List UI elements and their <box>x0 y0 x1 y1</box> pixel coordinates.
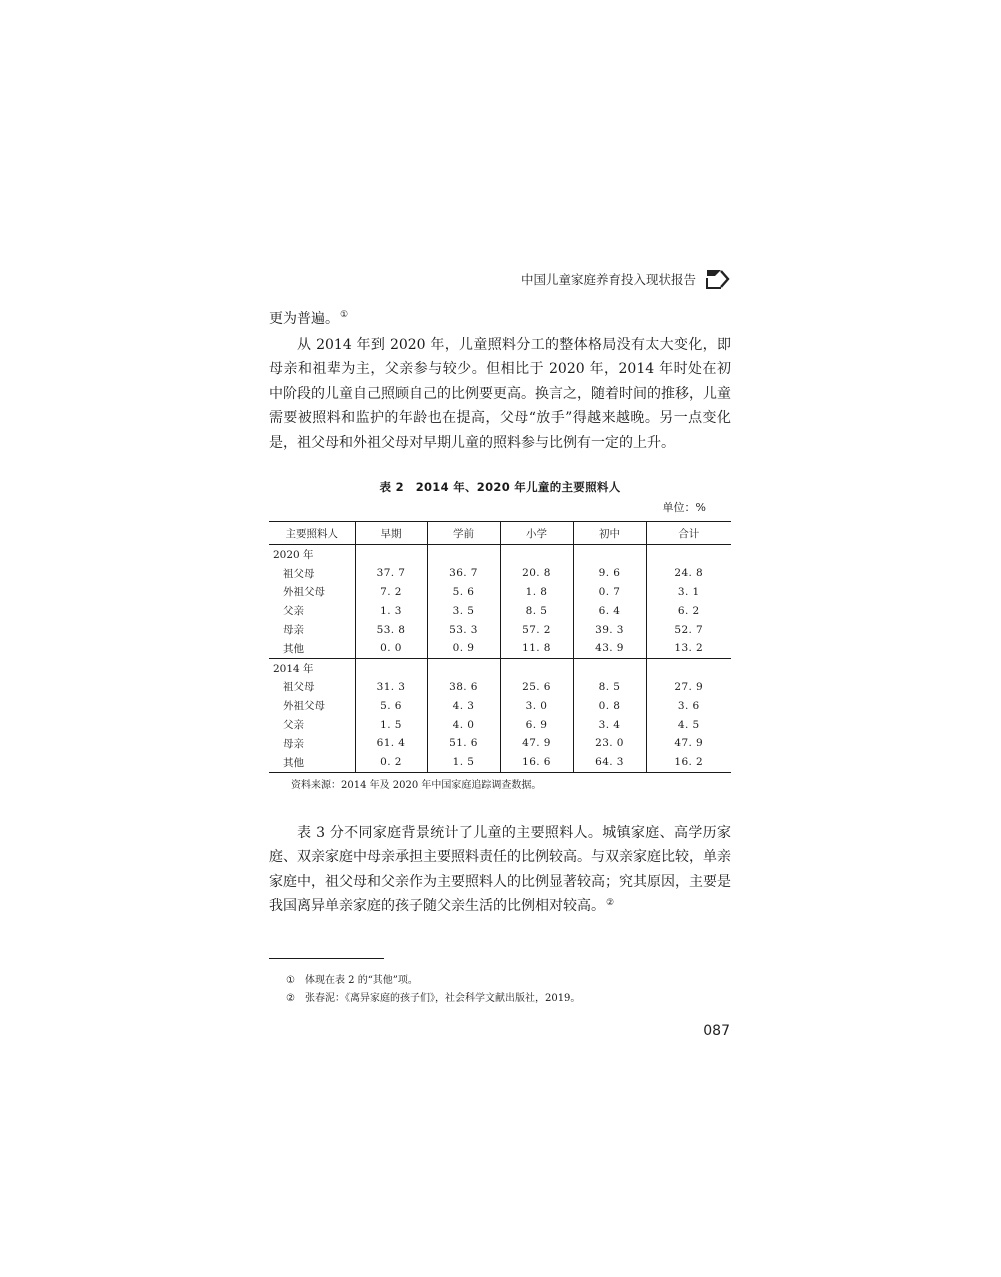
table-cell: 39. 3 <box>573 620 646 639</box>
table-title: 表 2 2014 年、2020 年儿童的主要照料人 <box>379 480 621 494</box>
table-row <box>269 753 731 772</box>
table-row <box>269 696 731 715</box>
caregiver-table <box>269 521 731 773</box>
table-cell: 6. 4 <box>573 601 646 620</box>
table-group-row <box>269 658 731 677</box>
row-label: 母亲 <box>283 737 304 750</box>
footnote-text: 体现在表 2 的“其他”项。 <box>304 975 418 986</box>
table-header-cell: 学前 <box>427 522 500 545</box>
table-cell: 1. 8 <box>500 583 573 602</box>
row-label: 其他 <box>269 753 355 772</box>
table-row <box>269 583 731 602</box>
table-unit: 单位：% <box>662 501 706 514</box>
table-cell: 0. 2 <box>355 753 427 772</box>
table-cell: 7. 2 <box>355 583 427 602</box>
table-cell: 36. 7 <box>427 564 500 583</box>
row-label: 外祖父母 <box>283 586 325 599</box>
paragraph <box>269 333 731 455</box>
table-cell: 20. 8 <box>500 564 573 583</box>
group-label: 2020 年 <box>273 548 314 561</box>
paragraph-block <box>269 821 731 919</box>
running-header <box>500 266 730 292</box>
table-cell: 6. 2 <box>646 601 731 620</box>
table-cell: 4. 5 <box>646 715 731 734</box>
table-cell: 11. 8 <box>500 639 573 658</box>
footnote-divider <box>269 958 384 959</box>
table-header-cell: 合计 <box>646 522 731 545</box>
table-group-row <box>269 545 731 564</box>
table-cell: 53. 3 <box>427 620 500 639</box>
table-cell: 1. 3 <box>355 601 427 620</box>
footnote-ref: ① <box>340 310 349 321</box>
table-header-cell: 小学 <box>500 522 573 545</box>
table-cell: 1. 5 <box>427 753 500 772</box>
table-row <box>269 564 731 583</box>
footnote-text: 张春泥：《离异家庭的孩子们》，社会科学文献出版社，2019。 <box>304 993 581 1004</box>
table-cell: 24. 8 <box>646 564 731 583</box>
table-cell: 31. 3 <box>355 678 427 697</box>
footnote-item <box>286 972 580 990</box>
table-cell: 27. 9 <box>646 678 731 697</box>
table-cell: 38. 6 <box>427 678 500 697</box>
table-row <box>269 715 731 734</box>
paragraph <box>269 307 731 331</box>
table-cell: 51. 6 <box>427 734 500 753</box>
table-cell: 13. 2 <box>646 639 731 658</box>
page-number: 087 <box>703 1023 730 1039</box>
table-cell: 64. 3 <box>573 753 646 772</box>
paragraph-continuation <box>269 307 731 331</box>
table-cell: 0. 0 <box>355 639 427 658</box>
table-cell: 52. 7 <box>646 620 731 639</box>
table-cell: 16. 2 <box>646 753 731 772</box>
group-label: 2014 年 <box>269 658 355 677</box>
paragraph-text: 更为普遍。 <box>269 311 339 327</box>
table-cell: 8. 5 <box>573 678 646 697</box>
table-cell: 57. 2 <box>500 620 573 639</box>
table-cell: 16. 6 <box>500 753 573 772</box>
table-cell: 5. 6 <box>355 696 427 715</box>
table-cell: 0. 7 <box>573 583 646 602</box>
table-cell: 61. 4 <box>355 734 427 753</box>
table-header-cell: 早期 <box>355 522 427 545</box>
table-cell: 8. 5 <box>500 601 573 620</box>
row-label: 其他 <box>283 642 304 655</box>
running-header-title: 中国儿童家庭养育投入现状报告 <box>520 272 696 287</box>
table-cell: 53. 8 <box>355 620 427 639</box>
book-corner-mark-icon <box>704 268 730 290</box>
table-cell: 5. 6 <box>427 583 500 602</box>
table-cell: 43. 9 <box>573 639 646 658</box>
table-cell: 23. 0 <box>573 734 646 753</box>
table-cell: 0. 9 <box>427 639 500 658</box>
table-row <box>269 639 731 658</box>
table-cell: 4. 3 <box>427 696 500 715</box>
paragraph-text: 从 2014 年到 2020 年，儿童照料分工的整体格局没有太大变化，即母亲和祖辈为主，父亲参与较少。但相比于 2020 年，2014 年时处在初中阶段的儿童自己照顾自己的比例要更高。换言之，随着时间的推移，儿童需要被照料和监护的年龄也在提高，父母“放手”得越来越晚。另一点变化是，祖父母和外祖父母对早期儿童的照料参与比例有一定的上升。 <box>269 337 731 451</box>
row-label: 父亲 <box>283 605 304 618</box>
paragraph-text: 表 3 分不同家庭背景统计了儿童的主要照料人。城镇家庭、高学历家庭、双亲家庭中母亲承担主要照料责任的比例较高。与双亲家庭比较，单亲家庭中，祖父母和父亲作为主要照料人的比例显著较高；究其原因，主要是我国离异单亲家庭的孩子随父亲生活的比例相对较高。 <box>269 825 731 915</box>
row-label: 母亲 <box>283 624 304 637</box>
table-cell: 1. 5 <box>355 715 427 734</box>
table-cell: 4. 0 <box>427 715 500 734</box>
table-cell: 3. 6 <box>646 696 731 715</box>
table-row <box>269 734 731 753</box>
table-row <box>269 601 731 620</box>
row-label: 祖父母 <box>283 567 315 580</box>
footnote-marker: ① <box>286 975 295 986</box>
footnotes <box>286 972 580 1008</box>
table-cell: 9. 6 <box>573 564 646 583</box>
table-cell: 0. 8 <box>573 696 646 715</box>
table-cell: 47. 9 <box>646 734 731 753</box>
table-header-row <box>269 522 731 545</box>
footnote-marker: ② <box>286 993 295 1004</box>
table-row <box>269 678 731 697</box>
table-cell: 47. 9 <box>500 734 573 753</box>
table-header-cell: 主要照料人 <box>269 522 355 545</box>
table-cell: 37. 7 <box>355 564 427 583</box>
paragraph <box>269 821 731 919</box>
table-cell: 25. 6 <box>500 678 573 697</box>
footnote-ref: ② <box>606 897 615 908</box>
table-header-cell: 初中 <box>573 522 646 545</box>
table-cell: 3. 0 <box>500 696 573 715</box>
row-label: 父亲 <box>283 719 304 732</box>
row-label: 外祖父母 <box>283 700 325 713</box>
table-cell: 6. 9 <box>500 715 573 734</box>
table-row <box>269 620 731 639</box>
footnote-item <box>286 990 580 1008</box>
table-cell: 3. 5 <box>427 601 500 620</box>
table-cell: 3. 4 <box>573 715 646 734</box>
table-cell: 3. 1 <box>646 583 731 602</box>
row-label: 祖父母 <box>283 681 315 694</box>
table-source-note: 资料来源：2014 年及 2020 年中国家庭追踪调查数据。 <box>291 780 542 791</box>
paragraph-block <box>269 333 731 455</box>
